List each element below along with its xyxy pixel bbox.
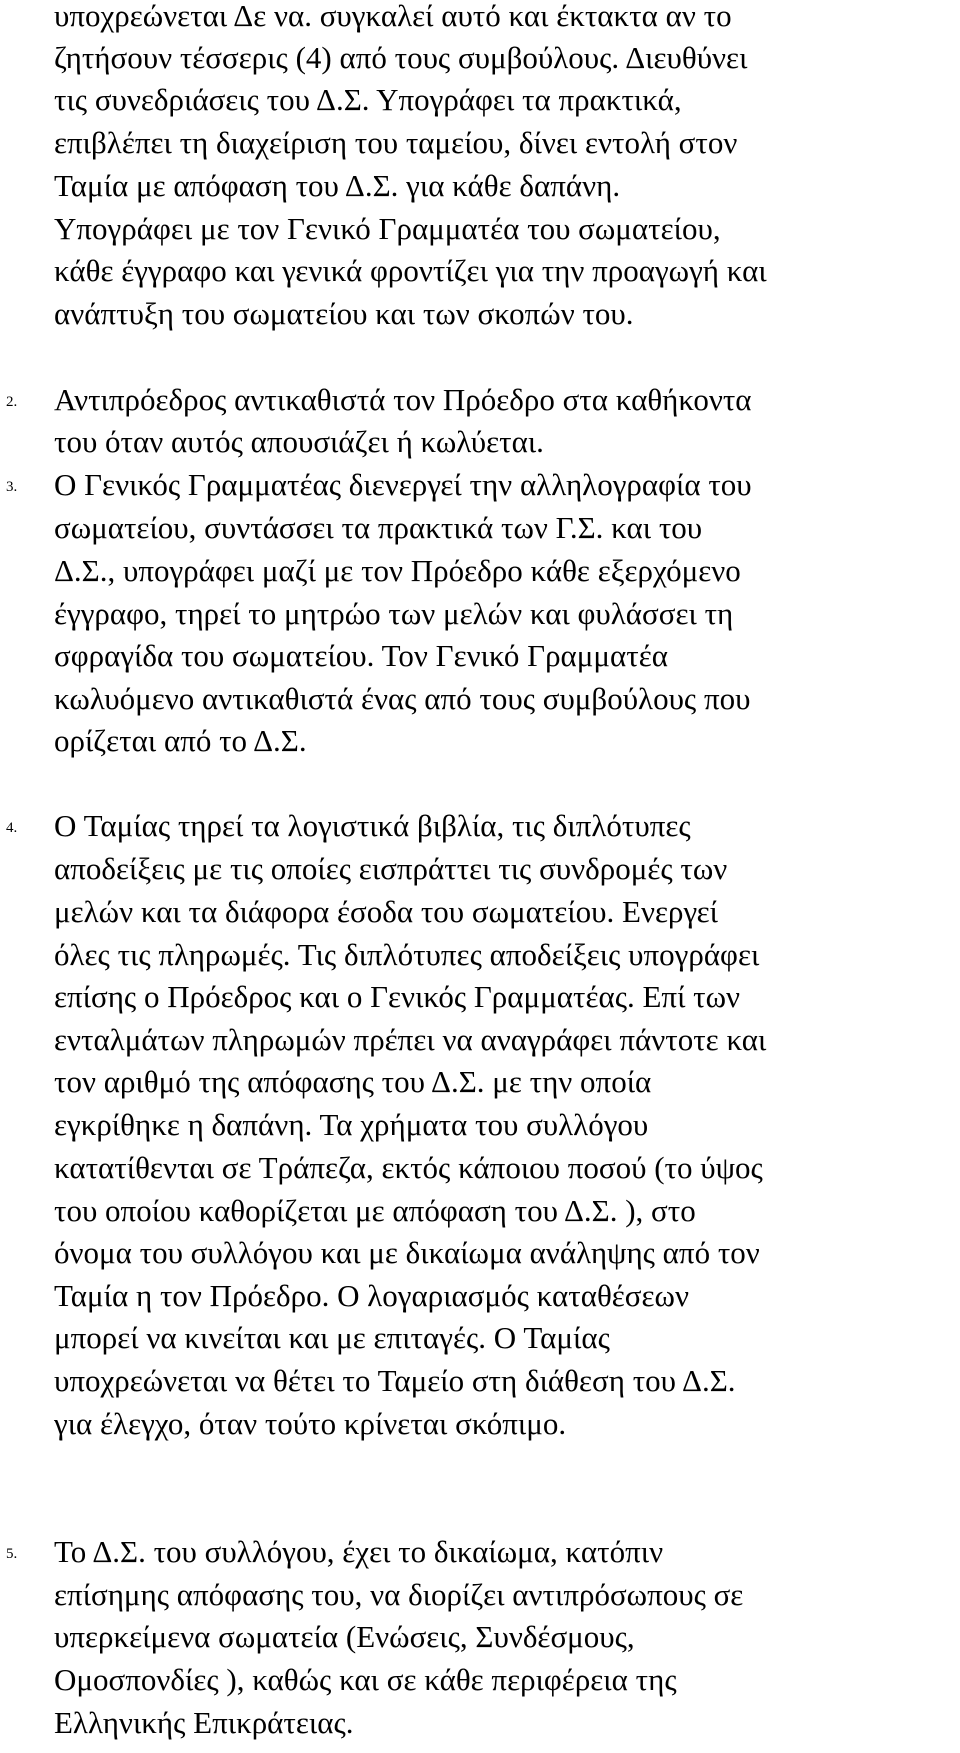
text-line: Ο Γενικός Γραμματέας διενεργεί την αλληλογραφία του xyxy=(54,467,752,502)
text-line: του όταν αυτός απουσιάζει ή κωλύεται. xyxy=(54,424,544,459)
text-line: για έλεγχο, όταν τούτο κρίνεται σκόπιμο. xyxy=(54,1406,567,1441)
text-line: αποδείξεις με τις οποίες εισπράττει τις συνδρομές των xyxy=(54,851,728,886)
text-line: επίσης ο Πρόεδρος και ο Γενικός Γραμματέας. Επί των xyxy=(54,979,741,1014)
text-line: Ελληνικής Επικράτειας. xyxy=(54,1705,354,1740)
text-line: Αντιπρόεδρος αντικαθιστά τον Πρόεδρο στα καθήκοντα xyxy=(54,382,752,417)
text-line: Ομοσπονδίες ), καθώς και σε κάθε περιφέρεια της xyxy=(54,1662,677,1697)
text-line: επιβλέπει τη διαχείριση του ταμείου, δίνει εντολή στον xyxy=(54,125,738,160)
text-line: ορίζεται από το Δ.Σ. xyxy=(54,723,307,758)
text-line: του οποίου καθορίζεται με απόφαση του Δ.Σ. ), στο xyxy=(54,1193,696,1228)
list-number: 4. xyxy=(6,820,18,836)
list-number: 2. xyxy=(6,394,18,410)
text-line: επίσημης απόφασης του, να διορίζει αντιπρόσωπους σε xyxy=(54,1577,744,1612)
list-number: 5. xyxy=(6,1546,18,1562)
text-line: Ταμία η τον Πρόεδρο. Ο λογαριασμός καταθέσεων xyxy=(54,1278,689,1313)
text-line: ενταλμάτων πληρωμών πρέπει να αναγράφει πάντοτε και xyxy=(54,1022,767,1057)
text-line: Ταμία με απόφαση του Δ.Σ. για κάθε δαπάνη. xyxy=(54,168,621,203)
text-line: ανάπτυξη του σωματείου και των σκοπών του. xyxy=(54,296,634,331)
text-line: όνομα του συλλόγου και με δικαίωμα ανάληψης από τον xyxy=(54,1235,760,1270)
text-line: Το Δ.Σ. του συλλόγου, έχει το δικαίωμα, κατόπιν xyxy=(54,1534,664,1569)
text-line: σφραγίδα του σωματείου. Τον Γενικό Γραμματέα xyxy=(54,638,668,673)
list-number: 3. xyxy=(6,479,18,495)
text-line: ζητήσουν τέσσερις (4) από τους συμβούλους. Διευθύνει xyxy=(54,40,748,75)
text-line: τον αριθμό της απόφασης του Δ.Σ. με την οποία xyxy=(54,1064,652,1099)
text-line: Δ.Σ., υπογράφει μαζί με τον Πρόεδρο κάθε εξερχόμενο xyxy=(54,553,741,588)
text-line: έγγραφο, τηρεί το μητρώο των μελών και φυλάσσει τη xyxy=(54,596,734,631)
text-line: Υπογράφει με τον Γενικό Γραμματέα του σωματείου, xyxy=(54,211,721,246)
text-line: μπορεί να κινείται και με επιταγές. Ο Ταμίας xyxy=(54,1320,610,1355)
text-line: υπερκείμενα σωματεία (Ενώσεις, Συνδέσμους, xyxy=(54,1619,635,1654)
text-line: εγκρίθηκε η δαπάνη. Τα χρήματα του συλλόγου xyxy=(54,1107,649,1142)
text-line: Ο Ταμίας τηρεί τα λογιστικά βιβλία, τις διπλότυπες xyxy=(54,808,691,843)
text-line: κάθε έγγραφο και γενικά φροντίζει για την προαγωγή και xyxy=(54,253,767,288)
text-line: τις συνεδριάσεις του Δ.Σ. Υπογράφει τα πρακτικά, xyxy=(54,82,682,117)
text-line: υποχρεώνεται να θέτει το Ταμείο στη διάθεση του Δ.Σ. xyxy=(54,1363,736,1398)
text-line: υποχρεώνεται Δε να. συγκαλεί αυτό και έκτακτα αν το xyxy=(54,0,732,33)
text-line: μελών και τα διάφορα έσοδα του σωματείου. Ενεργεί xyxy=(54,894,719,929)
text-line: κωλυόμενο αντικαθιστά ένας από τους συμβούλους που xyxy=(54,681,751,716)
text-line: σωματείου, συντάσσει τα πρακτικά των Γ.Σ. και του xyxy=(54,510,703,545)
text-line: κατατίθενται σε Τράπεζα, εκτός κάποιου ποσού (το ύψος xyxy=(54,1150,763,1185)
text-line: όλες τις πληρωμές. Τις διπλότυπες αποδείξεις υπογράφει xyxy=(54,937,760,972)
